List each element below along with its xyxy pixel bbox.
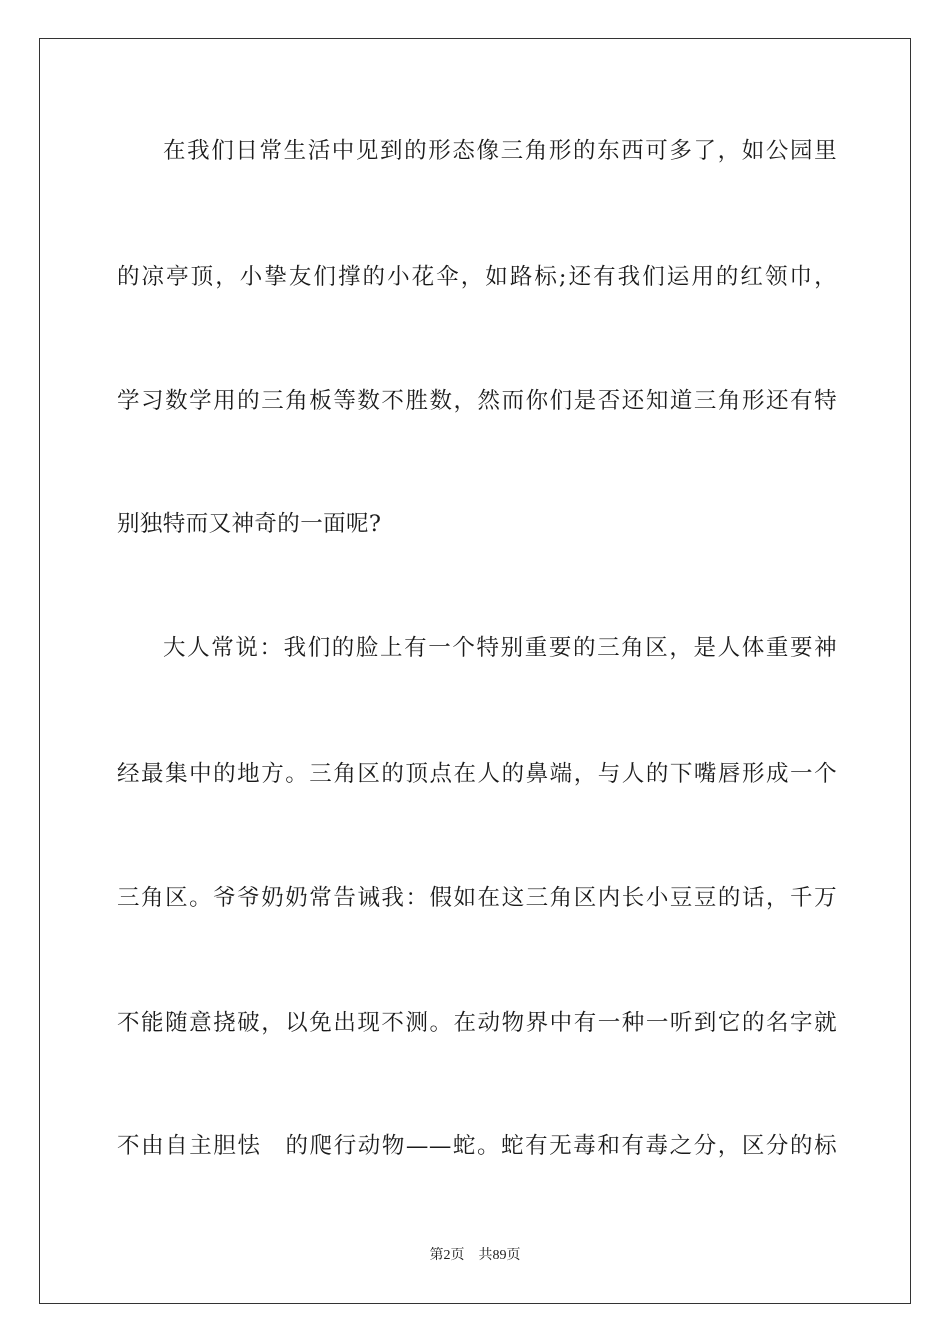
footer-total-suffix: 页	[506, 1247, 521, 1263]
footer-prefix: 第	[429, 1247, 444, 1263]
footer-total-prefix: 共	[478, 1247, 493, 1263]
paragraph-2-line-3: 三角区。爷爷奶奶常告诫我：假如在这三角区内长小豆豆的话，千万	[117, 885, 837, 911]
paragraph-1-line-3: 学习数学用的三角板等数不胜数，然而你们是否还知道三角形还有特	[117, 388, 837, 414]
paragraph-2-line-2: 经最集中的地方。三角区的顶点在人的鼻端，与人的下嘴唇形成一个	[117, 761, 837, 787]
paragraph-1-line-2: 的凉亭顶，小挚友们撑的小花伞，如路标;还有我们运用的红领巾，	[117, 264, 837, 290]
paragraph-1-line-4: 别独特而又神奇的一面呢?	[117, 511, 382, 537]
total-pages-number: 89	[492, 1248, 507, 1263]
paragraph-1-line-1: 在我们日常生活中见到的形态像三角形的东西可多了，如公园里	[163, 138, 837, 164]
paragraph-2-line-1: 大人常说：我们的脸上有一个特别重要的三角区，是人体重要神	[163, 635, 837, 661]
paragraph-2-line-5: 不由自主胆怯 的爬行动物——蛇。蛇有无毒和有毒之分，区分的标	[117, 1133, 837, 1159]
current-page-number: 2	[443, 1248, 451, 1263]
page-border	[39, 38, 911, 1304]
footer-page-suffix: 页	[450, 1247, 465, 1263]
paragraph-2-line-4: 不能随意挠破，以免出现不测。在动物界中有一种一听到它的名字就	[117, 1010, 837, 1036]
page-footer	[0, 1246, 950, 1265]
